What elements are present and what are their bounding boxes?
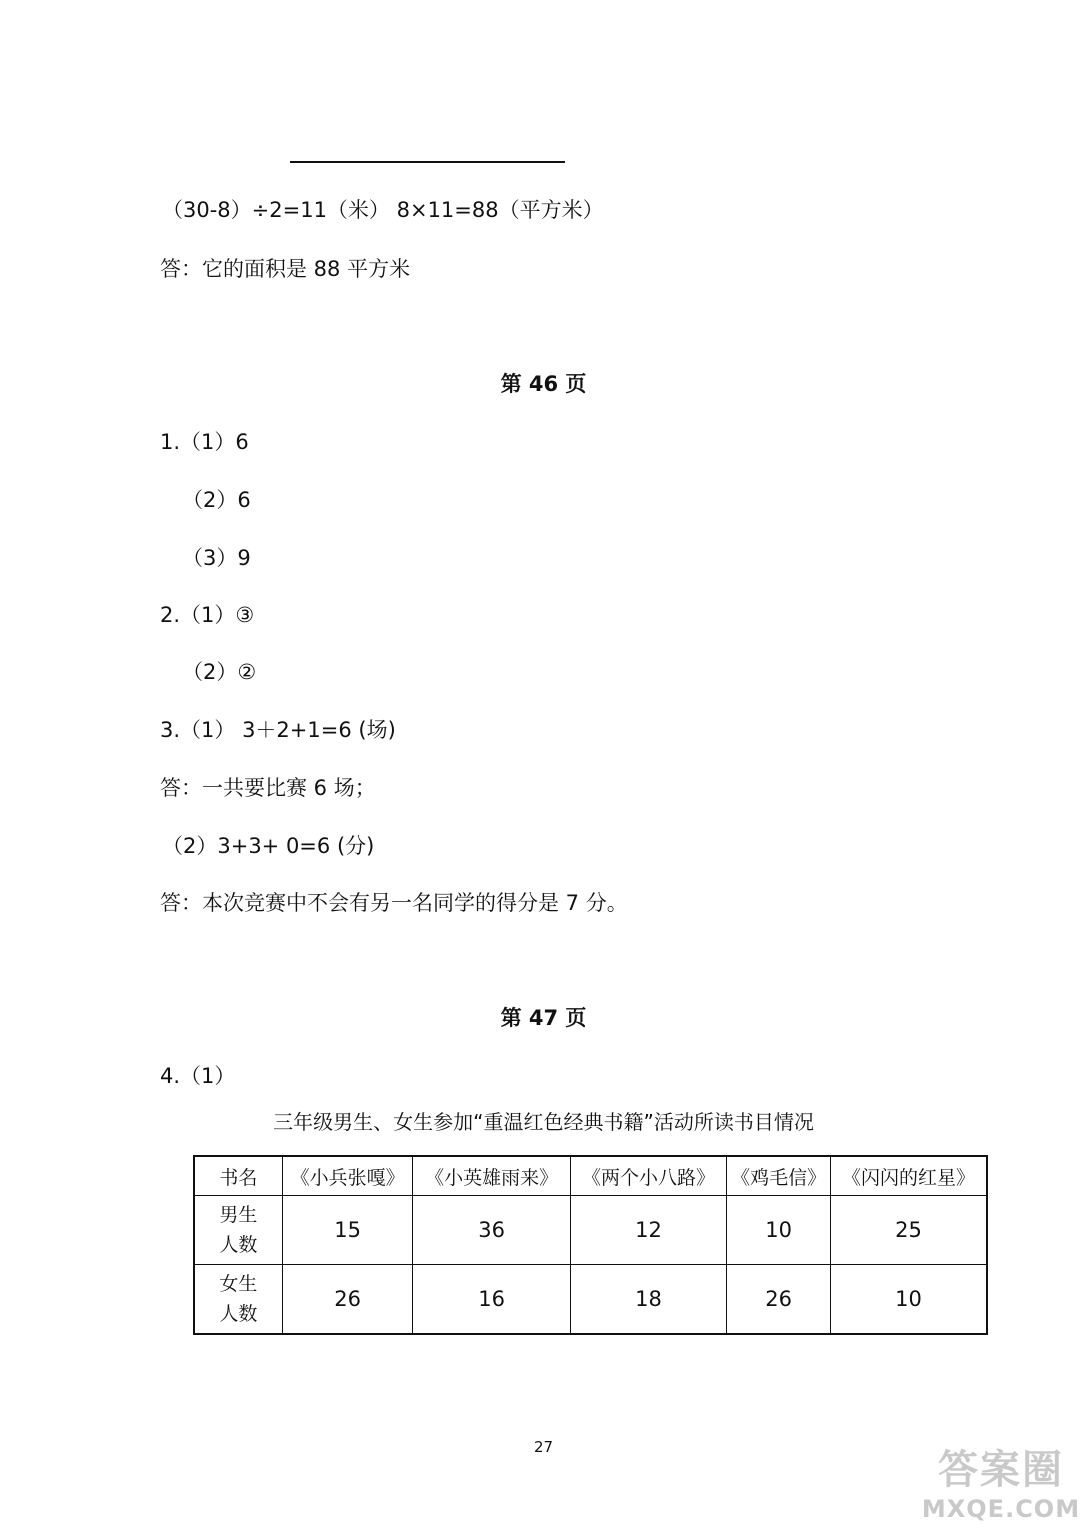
table-row-boys <box>194 1196 987 1265</box>
table-cell: 36 <box>413 1196 570 1265</box>
table-cell: 12 <box>570 1196 726 1265</box>
q3-answer1: 答：一共要比赛 6 场； <box>160 776 376 800</box>
book-header: 《闪闪的红星》 <box>831 1156 987 1196</box>
table-row-girls <box>194 1265 987 1335</box>
q2-part2: （2）② <box>182 660 257 684</box>
row-label-line: 人数 <box>219 1234 258 1256</box>
book-header: 《小兵张嘎》 <box>282 1156 413 1196</box>
row-label-line: 人数 <box>219 1303 258 1325</box>
q3-answer2: 答：本次竞赛中不会有另一名同学的得分是 7 分。 <box>160 891 628 915</box>
watermark-url: MXQE.COM <box>921 1495 1081 1523</box>
area-answer: 答：它的面积是 88 平方米 <box>160 257 411 281</box>
q1-part3: （3）9 <box>182 546 251 570</box>
table-caption: 三年级男生、女生参加“重温红色经典书籍”活动所读书目情况 <box>273 1110 814 1134</box>
table-cell: 26 <box>282 1265 413 1335</box>
table-cell: 25 <box>831 1196 987 1265</box>
q1-part2: （2）6 <box>182 488 251 512</box>
watermark-text: 答案圈 <box>938 1447 1064 1493</box>
book-header: 《两个小八路》 <box>570 1156 726 1196</box>
q4-part1: 4.（1） <box>160 1064 236 1088</box>
page-number: 27 <box>533 1438 554 1456</box>
table-cell: 15 <box>282 1196 413 1265</box>
page-46-heading: 第 46 页 <box>500 372 587 396</box>
q1-part1: 1.（1）6 <box>160 430 249 454</box>
table-cell: 16 <box>413 1265 570 1335</box>
table-corner-header: 书名 <box>194 1156 282 1196</box>
table-header-row <box>194 1156 987 1196</box>
table-cell: 10 <box>727 1196 831 1265</box>
watermark-logo <box>921 1446 1081 1532</box>
page-47-heading: 第 47 页 <box>500 1006 587 1030</box>
q3-part1: 3.（1） 3＋2+1=6 (场) <box>160 718 396 742</box>
answer-underline <box>290 161 565 163</box>
q2-part1: 2.（1）③ <box>160 603 255 627</box>
book-header: 《鸡毛信》 <box>727 1156 831 1196</box>
row-label-line: 男生 <box>219 1204 258 1226</box>
table-cell: 18 <box>570 1265 726 1335</box>
table-cell: 26 <box>727 1265 831 1335</box>
area-calculation: （30-8）÷2=11（米） 8×11=88（平方米） <box>162 198 604 222</box>
reading-table <box>193 1155 988 1335</box>
book-header: 《小英雄雨来》 <box>413 1156 570 1196</box>
q3-part2: （2）3+3+ 0=6 (分) <box>162 834 375 858</box>
row-label-line: 女生 <box>219 1273 258 1295</box>
table-cell: 10 <box>831 1265 987 1335</box>
row-label-boys <box>194 1196 282 1265</box>
row-label-girls <box>194 1265 282 1335</box>
